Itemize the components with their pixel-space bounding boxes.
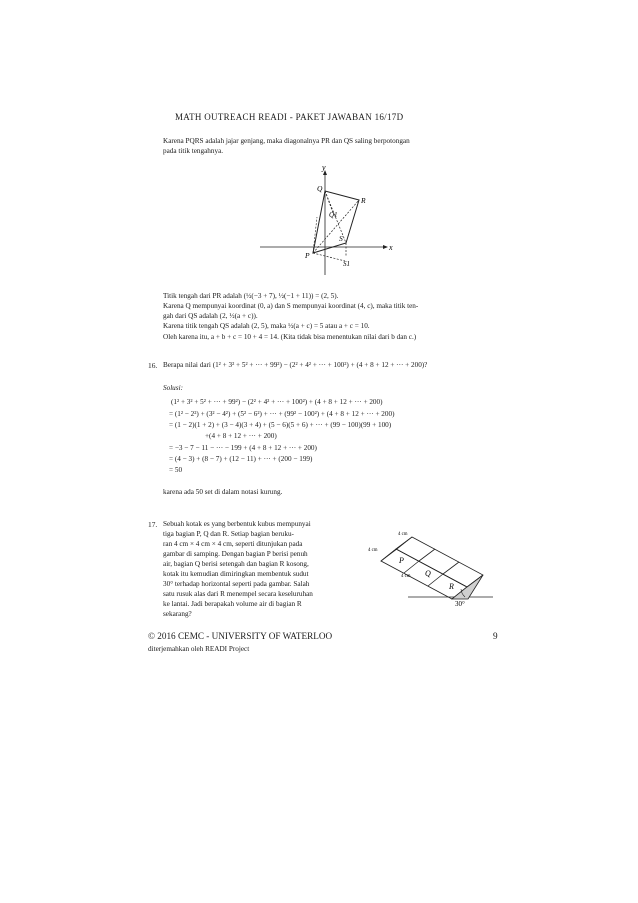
box-front-face xyxy=(381,549,467,599)
problem-17-line-8: satu rusuk alas dari R menempel secara keseluruhan xyxy=(163,590,313,598)
problem-16-conclusion: karena ada 50 set di dalam notasi kurung. xyxy=(163,488,283,496)
x-axis-label: x xyxy=(389,243,393,252)
problem-17-number: 17. xyxy=(148,520,158,529)
label-r: R xyxy=(361,196,366,205)
label-p: P xyxy=(399,556,404,565)
solution-line-1: (1² + 3² + 5² + ··· + 99²) − (2² + 4² + ··· + 100²) + (4 + 8 + 12 + ··· + 200) xyxy=(171,398,383,406)
midpoint-line-2: Karena Q mempunyai koordinat (0, a) dan S mempunyai koordinat (4, c), maka titik ten- xyxy=(163,302,419,310)
dashed-q-q1 xyxy=(325,191,333,213)
intro-line-1: Karena PQRS adalah jajar genjang, maka diagonalnya PR dan QS saling berpotongan xyxy=(163,137,410,145)
problem-16-number: 16. xyxy=(148,361,158,370)
midpoint-line-4: Karena titik tengah QS adalah (2, 5), maka ½(a + c) = 5 atau a + c = 10. xyxy=(163,322,370,330)
midpoint-line-5: Oleh karena itu, a + b + c = 10 + 4 = 14. (Kita tidak bisa menentukan nilai dari b dan c.) xyxy=(163,333,417,341)
y-axis-label: y xyxy=(322,165,326,172)
solution-line-7: = 50 xyxy=(169,466,183,474)
footer-page-number: 9 xyxy=(493,631,498,641)
tilted-box-figure xyxy=(368,527,498,607)
solusi-label: Solusi: xyxy=(163,384,183,392)
solution-line-5: = −3 − 7 − 11 − ··· − 199 + (4 + 8 + 12 + ··· + 200) xyxy=(169,444,317,452)
dashed-p-s1 xyxy=(313,253,345,261)
label-p: P xyxy=(305,251,310,260)
box-left-face xyxy=(381,537,412,561)
diagonal-pr xyxy=(313,200,359,253)
midpoint-line-3: gah dari QS adalah (2, ½(a + c)). xyxy=(163,312,258,320)
solution-line-3: = (1 − 2)(1 + 2) + (3 − 4)(3 + 4) + (5 − 6)(5 + 6) + ··· + (99 − 100)(99 + 100) xyxy=(169,421,392,429)
partition-1 xyxy=(404,561,419,573)
solution-line-4: +(4 + 8 + 12 + ··· + 200) xyxy=(205,432,277,440)
box-top-face xyxy=(396,537,483,587)
dim-left: 4 cm xyxy=(368,548,378,553)
midpoint-line-1: Titik tengah dari PR adalah (½(−3 + 7), ½(−1 + 11)) = (2, 5). xyxy=(163,292,339,300)
label-q: Q xyxy=(425,569,431,578)
problem-17-line-1: Sebuah kotak es yang berbentuk kubus mempunyai xyxy=(163,520,311,528)
problem-17-line-5: air, bagian Q berisi setengah dan bagian R kosong, xyxy=(163,560,309,568)
label-s: S xyxy=(339,234,343,243)
angle-label: 30° xyxy=(455,600,465,607)
footer-copyright: © 2016 CEMC - UNIVERSITY OF WATERLOO xyxy=(148,631,333,641)
label-r: R xyxy=(449,582,454,591)
box-side-face xyxy=(452,575,483,599)
dim-top: 4 cm xyxy=(398,532,408,537)
solution-line-2: = (1² − 2²) + (3² − 4²) + (5² − 6²) + ··· + (99² − 100²) + (4 + 8 + 12 + ··· + 200) xyxy=(169,410,395,418)
problem-17-line-9: ke lantai. Jadi berapakah volume air di bagian R xyxy=(163,600,302,608)
page-header: MATH OUTREACH READI - PAKET JAWABAN 16/17D xyxy=(175,112,404,122)
label-s1: S1 xyxy=(343,260,350,268)
problem-17-line-6: kotak itu kemudian dimiringkan membentuk sudut xyxy=(163,570,309,578)
parallelogram-pqrs xyxy=(313,191,359,253)
problem-16-question: Berapa nilai dari (1² + 3² + 5² + ··· + 99²) − (2² + 4² + ··· + 100²) + (4 + 8 + 12 + ··· + 200)? xyxy=(163,361,428,369)
label-q1: Q1 xyxy=(329,211,338,219)
problem-17-line-3: ran 4 cm × 4 cm × 4 cm, seperti ditunjukan pada xyxy=(163,540,303,548)
dim-inner: 4 cm xyxy=(401,574,411,579)
x-axis-arrow xyxy=(383,245,388,249)
problem-17-line-2: tiga bagian P, Q dan R. Setiap bagian beruku- xyxy=(163,530,294,538)
label-q: Q xyxy=(317,184,323,193)
partition-2-top xyxy=(443,562,459,574)
footer-translated-by: diterjemahkan oleh READI Project xyxy=(148,645,250,653)
problem-17-line-10: sekarang? xyxy=(163,610,192,618)
problem-17-line-4: gambar di samping. Dengan bagian P berisi penuh xyxy=(163,550,308,558)
partition-1-top xyxy=(419,549,435,561)
problem-17-line-7: 30° terhadap horizontal seperti pada gambar. Salah xyxy=(163,580,310,588)
intro-line-2: pada titik tengahnya. xyxy=(163,147,224,155)
solution-line-6: = (4 − 3) + (8 − 7) + (12 − 11) + ··· + (200 − 199) xyxy=(169,455,313,463)
parallelogram-figure xyxy=(255,165,395,280)
